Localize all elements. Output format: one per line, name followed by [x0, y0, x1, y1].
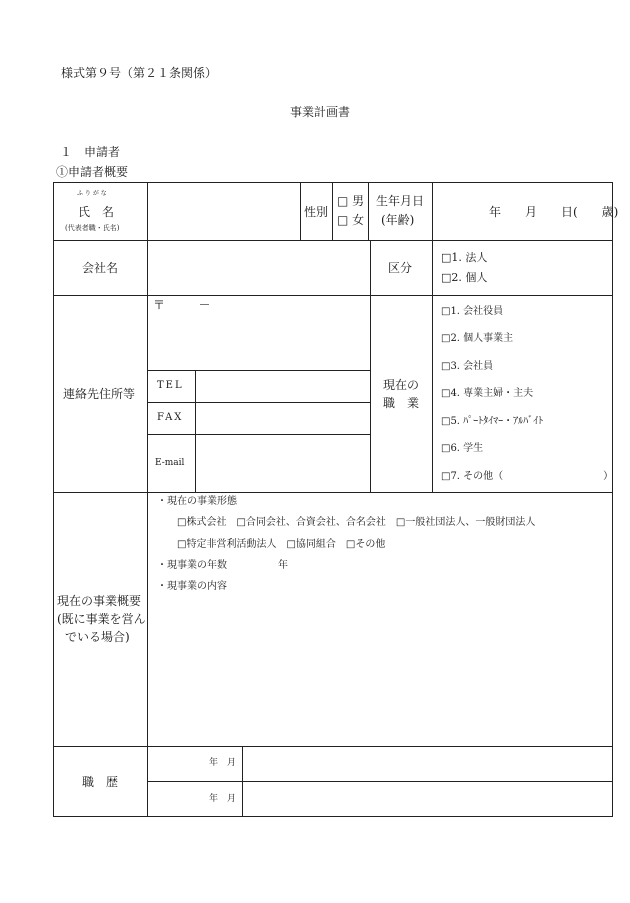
- row2-divider-b: [432, 240, 433, 492]
- tel-label: TEL: [157, 380, 184, 391]
- career-column-divider: [242, 746, 243, 817]
- company-field[interactable]: [150, 243, 367, 293]
- career-row-1-field[interactable]: [245, 749, 610, 779]
- row1-divider-c: [368, 182, 369, 240]
- postal-dash: ―: [200, 300, 209, 310]
- career-row-2-date[interactable]: 年 月: [209, 794, 237, 804]
- row2-divider-a: [370, 240, 371, 492]
- birthdate-field[interactable]: 年 月 日( 歳): [489, 205, 619, 219]
- section-heading: １ 申請者: [60, 145, 121, 159]
- postal-mark: 〒: [153, 298, 166, 312]
- occupation-label-line2: 職 業: [383, 396, 420, 410]
- row-divider-3: [53, 492, 613, 493]
- table-border-bottom: [53, 816, 613, 817]
- category-option-corporation[interactable]: □1. 法人: [441, 251, 488, 264]
- fax-label: FAX: [157, 412, 184, 423]
- row1-divider-b: [332, 182, 333, 240]
- age-label: (年齢): [381, 213, 415, 227]
- label-column-divider: [147, 182, 148, 817]
- business-label-line1: 現在の事業概要: [57, 594, 142, 608]
- occupation-label-line1: 現在の: [383, 378, 420, 392]
- form-number: 様式第９号（第２１条関係）: [61, 66, 218, 80]
- category-option-individual[interactable]: □2. 個人: [441, 271, 488, 284]
- business-years-unit: 年: [278, 560, 288, 571]
- business-form-heading: ・現在の事業形態: [157, 496, 237, 507]
- business-form-options-row1[interactable]: □株式会社 □合同会社、合資会社、合名会社 □一般社団法人、一般財団法人: [177, 517, 536, 528]
- contact-label-divider: [195, 370, 196, 492]
- business-content-label: ・現事業の内容: [157, 581, 227, 592]
- occupation-option-5[interactable]: □5. ﾊﾟｰﾄﾀｲﾏｰ・ｱﾙﾊﾞｲﾄ: [441, 416, 544, 427]
- occupation-option-2[interactable]: □2. 個人事業主: [441, 333, 514, 344]
- business-label-line2: (既に事業を営ん: [57, 612, 146, 626]
- tel-field[interactable]: [198, 373, 367, 400]
- business-label-line3: でいる場合): [65, 630, 130, 644]
- business-content-field[interactable]: [150, 597, 610, 743]
- table-border-top: [53, 182, 613, 183]
- row-divider-1: [53, 240, 613, 241]
- contact-divider-fax: [147, 402, 370, 403]
- contact-divider-email: [147, 434, 370, 435]
- name-furigana: ふ り が な: [77, 190, 107, 197]
- career-label: 職 歴: [82, 775, 119, 789]
- row1-divider-a: [300, 182, 301, 240]
- gender-label: 性別: [304, 205, 329, 219]
- category-label: 区分: [388, 261, 413, 275]
- row-divider-4: [53, 746, 613, 747]
- document-title: 事業計画書: [290, 105, 351, 119]
- subsection-heading: ①申請者概要: [56, 165, 129, 179]
- contact-label: 連絡先住所等: [63, 387, 136, 401]
- name-field[interactable]: [150, 185, 298, 238]
- business-form-options-row2[interactable]: □特定非営利活動法人 □協同組合 □その他: [177, 539, 386, 550]
- company-label: 会社名: [82, 261, 119, 275]
- career-row-1-date[interactable]: 年 月: [209, 758, 237, 768]
- occupation-option-7[interactable]: □7. その他（ ）: [441, 471, 614, 482]
- email-label: E-mail: [155, 458, 185, 468]
- career-row-2-field[interactable]: [245, 784, 610, 814]
- career-row-divider: [147, 781, 613, 782]
- name-note: (代表者職・氏名): [65, 224, 120, 232]
- business-years-label: ・現事業の年数: [157, 560, 227, 571]
- gender-male-checkbox[interactable]: □ 男: [337, 194, 365, 208]
- birthdate-label: 生年月日: [376, 194, 425, 208]
- table-border-right: [612, 182, 613, 817]
- occupation-option-1[interactable]: □1. 会社役員: [441, 306, 504, 317]
- row1-divider-d: [432, 182, 433, 240]
- name-label: 氏 名: [78, 205, 115, 219]
- gender-female-checkbox[interactable]: □ 女: [337, 213, 365, 227]
- occupation-option-4[interactable]: □4. 専業主婦・主夫: [441, 388, 534, 399]
- occupation-option-6[interactable]: □6. 学生: [441, 443, 484, 454]
- contact-divider-tel: [147, 370, 370, 371]
- fax-field[interactable]: [198, 405, 367, 432]
- row-divider-2: [53, 295, 613, 296]
- address-field[interactable]: [150, 298, 367, 368]
- occupation-option-3[interactable]: □3. 会社員: [441, 361, 494, 372]
- table-border-left: [53, 182, 54, 817]
- email-field[interactable]: [198, 437, 367, 490]
